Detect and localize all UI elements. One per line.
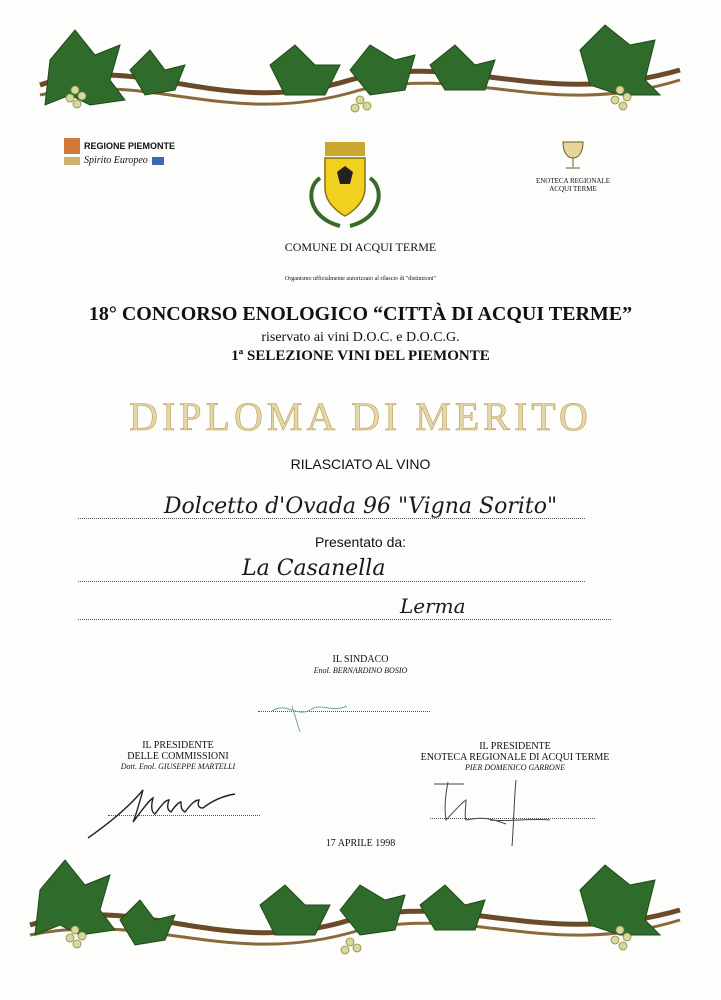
location-line [78, 619, 611, 620]
president-right-role: IL PRESIDENTE [479, 741, 551, 752]
president-left [88, 740, 268, 771]
mayor-role: IL SINDACO [332, 654, 389, 665]
regione-flag-icon [64, 138, 80, 154]
contest-subtitle: riservato ai vini D.O.C. e D.O.C.G. [261, 330, 460, 345]
authorization-note: Organismo ufficialmente autorizzato al rilascio di "distinzioni" [285, 276, 436, 282]
top-vine-border [20, 10, 701, 125]
mayor-signature [262, 686, 362, 734]
eu-flag-icon [152, 157, 164, 165]
president-right [415, 741, 615, 772]
regione-tagline: Spirito Europeo [84, 155, 148, 166]
president-left-signature [84, 782, 244, 842]
issued-label: RILASCIATO AL VINO [290, 456, 431, 472]
contest-title: 18° CONCORSO ENOLOGICO “CITTÀ DI ACQUI TERME” [88, 303, 633, 325]
enoteca-name: ENOTECA REGIONALE [535, 177, 611, 185]
acqui-coat-of-arms [300, 138, 390, 230]
comune-caption: COMUNE DI ACQUI TERME [284, 240, 437, 254]
selection-title: 1ª SELEZIONE VINI DEL PIEMONTE [231, 348, 490, 364]
wine-glass-icon [555, 138, 591, 172]
president-right-name: PIER DOMENICO GARRONE [465, 763, 565, 772]
producer-location: Lerma [400, 594, 466, 618]
bottom-vine-border [20, 850, 701, 990]
regione-piemonte-logo [64, 138, 175, 166]
president-left-role: IL PRESIDENTE [142, 740, 214, 751]
president-right-role2: ENOTECA REGIONALE DI ACQUI TERME [420, 752, 610, 763]
producer-line [78, 581, 585, 582]
producer-name: La Casanella [242, 556, 386, 581]
issue-date: 17 APRILE 1998 [325, 838, 396, 849]
mayor-name: Enol. BERNARDINO BOSIO [313, 666, 408, 675]
regione-name: REGIONE PIEMONTE [84, 141, 176, 151]
president-left-role2: DELLE COMMISSIONI [127, 751, 229, 762]
wine-name: Dolcetto d'Ovada 96 "Vigna Sorito" [163, 494, 558, 519]
diploma-title: DIPLOMA DI MERITO [129, 394, 592, 439]
presented-label: Presentato da: [314, 534, 407, 550]
president-left-name: Dott. Enol. GIUSEPPE MARTELLI [120, 762, 236, 771]
president-right-signature [430, 774, 570, 848]
enoteca-logo [528, 138, 618, 193]
enoteca-location: ACQUI TERME [549, 185, 597, 193]
